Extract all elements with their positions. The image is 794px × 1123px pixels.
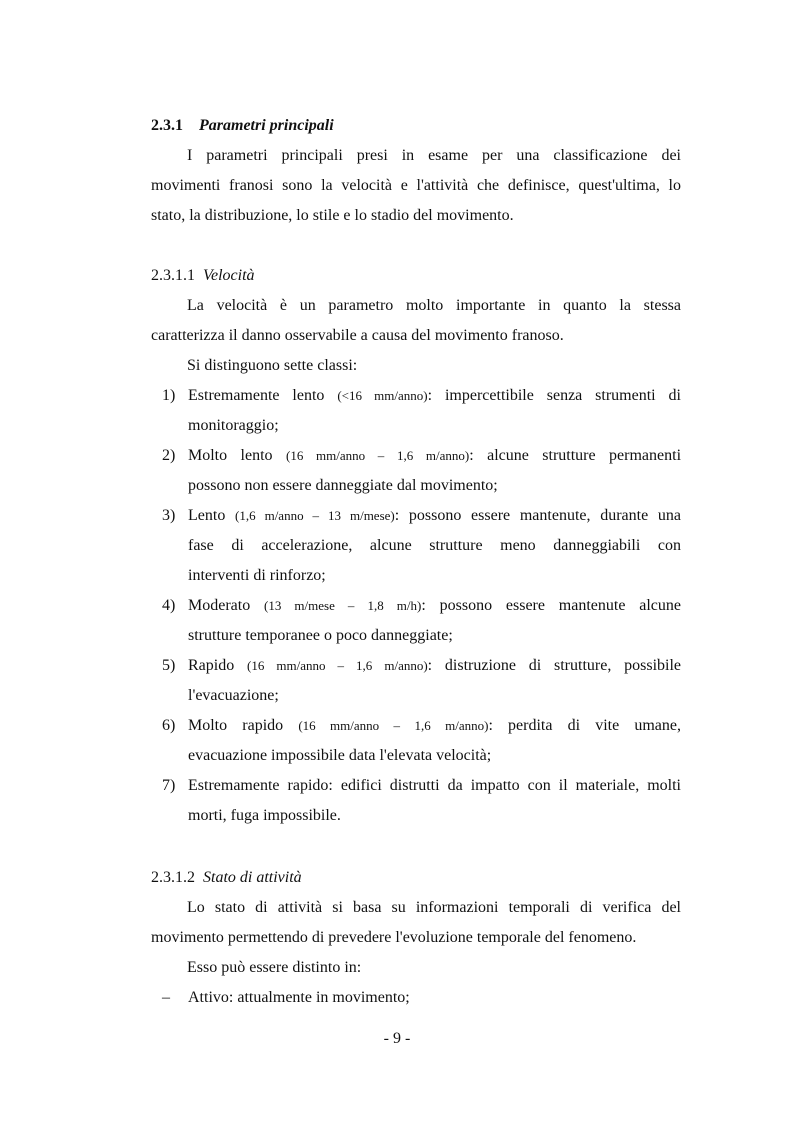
- document-page: [151, 0, 681, 1123]
- item-cont-line: possono non essere danneggiate dal movimento;: [188, 477, 498, 494]
- item-first-line: [188, 716, 681, 736]
- section-heading: [151, 116, 681, 136]
- item-cont-line: monitoraggio;: [188, 417, 279, 434]
- intro-line-3: stato, la distribuzione, lo stile e lo stadio del movimento.: [151, 207, 514, 224]
- subsection-number: 2.3.1.1: [151, 267, 195, 284]
- subsection-title: Velocità: [203, 267, 255, 284]
- item-first-line: [188, 386, 681, 406]
- bullet-marker: –: [162, 989, 170, 1006]
- item-number: 7): [162, 777, 176, 794]
- item-first-line: [188, 656, 681, 676]
- section-number: 2.3.1: [151, 117, 183, 134]
- item-range: (13 m/mese – 1,8 m/h): [264, 598, 422, 613]
- item-cont-line: strutture temporanee o poco danneggiate;: [188, 627, 453, 644]
- subsection-heading-stato: [151, 868, 681, 888]
- item-number: 5): [162, 657, 176, 674]
- item-rest: : distruzione di strutture, possibile: [427, 657, 682, 674]
- item-cont-line: interventi di rinforzo;: [188, 567, 326, 584]
- item-rest: : possono essere mantenute, durante una: [394, 507, 682, 524]
- item-range: (16 mm/anno – 1,6 m/anno): [285, 448, 470, 463]
- item-lead: Estremamente lento: [188, 387, 338, 404]
- item-number: 4): [162, 597, 176, 614]
- item-number: 3): [162, 507, 176, 524]
- item-range: (1,6 m/anno – 13 m/mese): [235, 508, 395, 523]
- item-first-line: [188, 446, 681, 466]
- item-lead: Molto lento: [188, 447, 286, 464]
- item-rest: : possono essere mantenute alcune: [421, 597, 682, 614]
- intro-line-2: movimenti franosi sono la velocità e l'attività che definisce, quest'ultima, lo: [151, 177, 681, 194]
- item-range: (16 mm/anno – 1,6 m/anno): [298, 718, 489, 733]
- section-title: Parametri principali: [199, 117, 334, 134]
- velocita-para-line-2: caratterizza il danno osservabile a causa del movimento franoso.: [151, 327, 564, 344]
- item-number: 6): [162, 717, 176, 734]
- item-cont-line: l'evacuazione;: [188, 687, 279, 704]
- classes-intro: Si distinguono sette classi:: [187, 357, 358, 374]
- subsection-heading-velocita: [151, 266, 681, 286]
- item-rest: : edifici distrutti da impatto con il materiale, molti: [328, 777, 681, 794]
- item-first-line: [188, 776, 681, 796]
- item-first-line: [188, 596, 681, 616]
- stato-para-line-1: Lo stato di attività si basa su informazioni temporali di verifica del: [187, 899, 681, 916]
- item-lead: Rapido: [188, 657, 248, 674]
- item-cont-line: morti, fuga impossibile.: [188, 807, 341, 824]
- item-first-line: [188, 506, 681, 526]
- subsection-number: 2.3.1.2: [151, 869, 195, 886]
- item-cont-line: evacuazione impossibile data l'elevata velocità;: [188, 747, 492, 764]
- item-cont-line: fase di accelerazione, alcune strutture meno danneggiabili con: [188, 537, 681, 554]
- item-range: (16 mm/anno – 1,6 m/anno): [247, 658, 428, 673]
- subsection-title: Stato di attività: [203, 869, 302, 886]
- item-lead: Estremamente rapido: [188, 777, 329, 794]
- intro-line-1: I parametri principali presi in esame per una classificazione dei: [187, 147, 681, 164]
- item-number: 1): [162, 387, 176, 404]
- item-rest: : impercettibile senza strumenti di: [427, 387, 681, 404]
- item-lead: Moderato: [188, 597, 265, 614]
- bullet-text: Attivo: attualmente in movimento;: [188, 989, 410, 1006]
- item-lead: Lento: [188, 507, 236, 524]
- item-rest: : alcune strutture permanenti: [469, 447, 682, 464]
- item-range: (<16 mm/anno): [337, 388, 428, 403]
- stato-para-line-2: movimento permettendo di prevedere l'evoluzione temporale del fenomeno.: [151, 929, 637, 946]
- velocita-para-line-1: La velocità è un parametro molto importante in quanto la stessa: [187, 297, 681, 314]
- item-lead: Molto rapido: [188, 717, 299, 734]
- item-number: 2): [162, 447, 176, 464]
- item-rest: : perdita di vite umane,: [488, 717, 682, 734]
- stato-list-intro: Esso può essere distinto in:: [187, 959, 362, 976]
- page-number: - 9 -: [383, 1030, 411, 1047]
